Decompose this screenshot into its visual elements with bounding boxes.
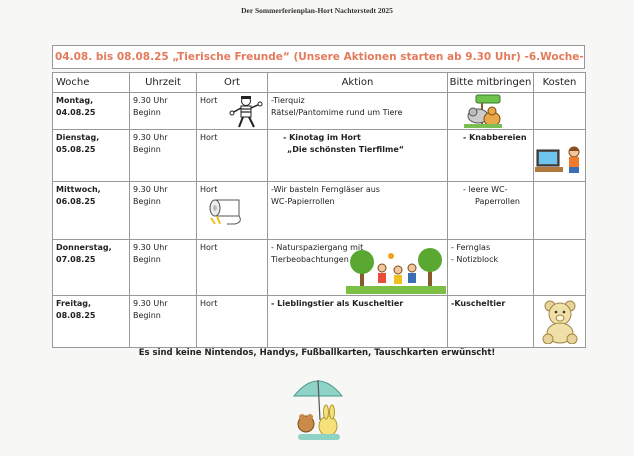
bring-line: - Notizblock <box>451 255 499 264</box>
schedule-table <box>52 72 586 348</box>
time-label: 9.30 Uhr <box>133 243 168 252</box>
zoo-animals-sign-icon <box>462 94 504 130</box>
place-cell <box>197 296 268 348</box>
table-row <box>53 240 586 296</box>
col-header-uhrzeit: Uhrzeit <box>130 73 197 93</box>
footer-note: Es sind keine Nintendos, Handys, Fußballkarten, Tauschkarten erwünscht! <box>138 348 496 358</box>
place-cell <box>197 130 268 182</box>
action-cell <box>268 240 448 296</box>
place-cell <box>197 93 268 130</box>
table-row <box>53 130 586 182</box>
action-line: „Die schönsten Tierfilme“ <box>287 145 404 154</box>
bring-line: Paperrollen <box>475 197 520 206</box>
date-label: 08.08.25 <box>56 311 96 320</box>
bring-line: - Fernglas <box>451 243 491 252</box>
day-label: Freitag, <box>56 299 92 308</box>
action-cell <box>268 130 448 182</box>
toilet-paper-roll-icon <box>207 196 247 226</box>
time-note: Beginn <box>133 197 161 206</box>
time-label: 9.30 Uhr <box>133 133 168 142</box>
day-label: Montag, <box>56 96 94 105</box>
children-with-binoculars-in-nature-icon <box>346 246 446 294</box>
day-cell <box>53 296 130 348</box>
place-cell <box>197 240 268 296</box>
time-label: 9.30 Uhr <box>133 185 168 194</box>
col-header-kosten: Kosten <box>534 73 586 93</box>
week-header: 04.08. bis 08.08.25 „Tierische Freunde“ (Unsere Aktionen starten ab 9.30 Uhr) -6.Woche- <box>52 45 585 69</box>
action-line: WC-Papierrollen <box>271 197 335 206</box>
teddy-bear-icon <box>538 298 582 344</box>
cost-cell <box>534 296 586 348</box>
action-cell <box>268 296 448 348</box>
place-label: Hort <box>200 133 218 142</box>
time-cell <box>130 182 197 240</box>
cost-cell <box>534 182 586 240</box>
date-label: 05.08.25 <box>56 145 96 154</box>
time-cell <box>130 296 197 348</box>
action-cell <box>268 182 448 240</box>
time-cell <box>130 130 197 182</box>
bring-line: - leere WC- <box>463 185 508 194</box>
date-label: 07.08.25 <box>56 255 96 264</box>
time-label: 9.30 Uhr <box>133 96 168 105</box>
action-line: Tierbeobachtungen <box>271 255 349 264</box>
table-header-row <box>53 73 586 93</box>
place-label: Hort <box>200 243 218 252</box>
bring-line: - Knabbereien <box>463 133 527 142</box>
time-cell <box>130 93 197 130</box>
children-watching-tv-icon <box>534 142 586 176</box>
table-row <box>53 182 586 240</box>
place-label: Hort <box>200 96 218 105</box>
action-line: Rätsel/Pantomime rund um Tiere <box>271 108 403 117</box>
day-label: Mittwoch, <box>56 185 101 194</box>
bring-cell <box>448 296 534 348</box>
action-line: - Kinotag im Hort <box>283 133 361 142</box>
action-line: -Wir basteln Ferngläser aus <box>271 185 380 194</box>
time-note: Beginn <box>133 311 161 320</box>
col-header-mitbringen: Bitte mitbringen <box>448 73 534 93</box>
action-line: -Tierquiz <box>271 96 305 105</box>
place-cell <box>197 182 268 240</box>
day-label: Donnerstag, <box>56 243 112 252</box>
date-label: 04.08.25 <box>56 108 96 117</box>
cost-cell <box>534 130 586 182</box>
bring-cell <box>448 182 534 240</box>
bring-cell <box>448 93 534 130</box>
mime-figure-icon <box>229 95 263 129</box>
cost-cell <box>534 240 586 296</box>
col-header-woche: Woche <box>53 73 130 93</box>
action-line: - Lieblingstier als Kuscheltier <box>271 299 404 308</box>
action-cell <box>268 93 448 130</box>
day-cell <box>53 93 130 130</box>
day-label: Dienstag, <box>56 133 100 142</box>
table-row <box>53 93 586 130</box>
animals-under-umbrella-icon <box>290 372 346 442</box>
table-row <box>53 296 586 348</box>
date-label: 06.08.25 <box>56 197 96 206</box>
time-cell <box>130 240 197 296</box>
col-header-ort: Ort <box>197 73 268 93</box>
document-title: Der Sommerferienplan-Hort Nachterstedt 2025 <box>241 6 393 15</box>
time-label: 9.30 Uhr <box>133 299 168 308</box>
day-cell <box>53 130 130 182</box>
time-note: Beginn <box>133 255 161 264</box>
col-header-aktion: Aktion <box>268 73 448 93</box>
action-line: - Naturspaziergang mit <box>271 243 364 252</box>
cost-cell <box>534 93 586 130</box>
time-note: Beginn <box>133 145 161 154</box>
day-cell <box>53 240 130 296</box>
bring-line: -Kuscheltier <box>451 299 506 308</box>
bring-cell <box>448 130 534 182</box>
day-cell <box>53 182 130 240</box>
bring-cell <box>448 240 534 296</box>
time-note: Beginn <box>133 108 161 117</box>
place-label: Hort <box>200 185 218 194</box>
place-label: Hort <box>200 299 218 308</box>
